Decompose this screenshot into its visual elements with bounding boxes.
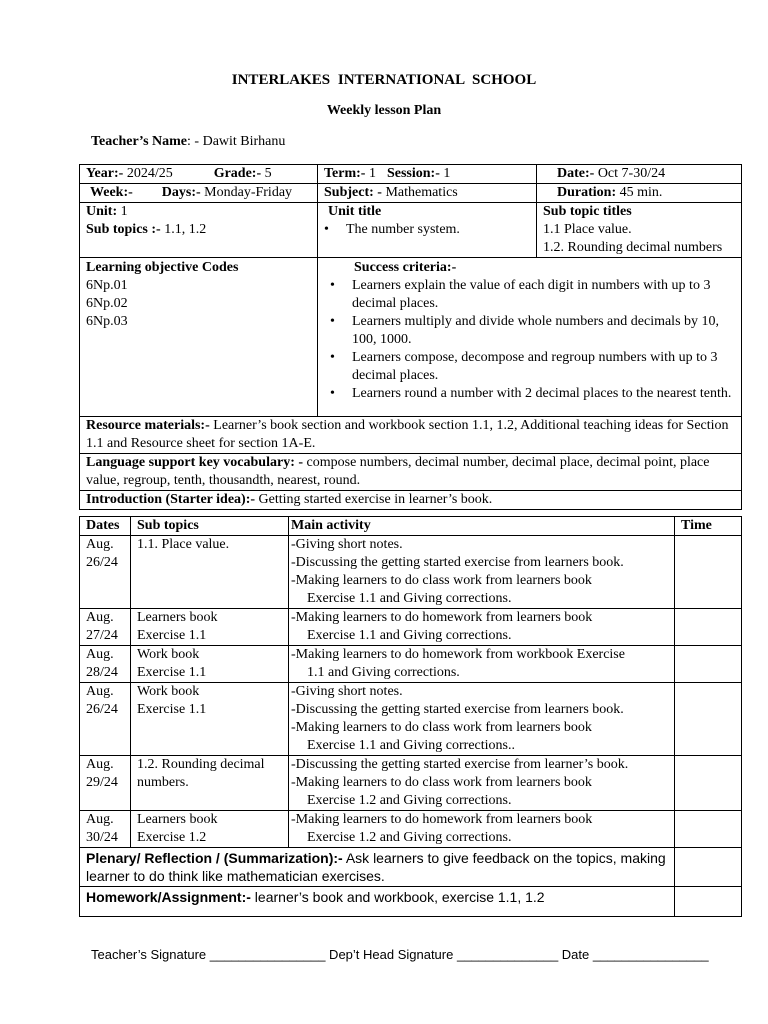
- row-activity-line: -Making learners to do class work from learners book: [291, 720, 592, 735]
- success-criteria-label: Success criteria:-: [354, 260, 457, 275]
- unit-title-cell: [318, 203, 537, 258]
- subtopic-title-2: 1.2. Rounding decimal numbers: [543, 240, 723, 255]
- row-time: [675, 536, 742, 609]
- week-label: Week:-: [90, 185, 133, 200]
- homework-time-cell: [675, 887, 742, 917]
- row-time: [675, 609, 742, 646]
- row-subtopic: [131, 609, 289, 646]
- resources-label: Resource materials:-: [86, 418, 210, 433]
- homework-label: Homework/Assignment:-: [86, 889, 251, 905]
- row-activity: [289, 811, 675, 848]
- objective-codes-label: Learning objective Codes: [86, 260, 239, 275]
- row-subtopic-line: Work book: [137, 647, 200, 662]
- intro-row: [80, 491, 742, 510]
- row-activity-line: Exercise 1.1 and Giving corrections.: [307, 628, 512, 643]
- year-grade-cell: [80, 165, 318, 184]
- row-time: [675, 756, 742, 811]
- row-subtopic-line: Work book: [137, 684, 200, 699]
- row-date-line: 26/24: [86, 702, 118, 717]
- term-session-cell: [318, 165, 537, 184]
- row-subtopic-line: numbers.: [137, 775, 189, 790]
- row-subtopic-line: Exercise 1.2: [137, 830, 207, 845]
- date-value: Oct 7-30/24: [594, 166, 666, 181]
- info-row-3: [80, 203, 742, 258]
- subtopic-titles-cell: [537, 203, 742, 258]
- intro-value: Getting started exercise in learner’s book.: [255, 492, 493, 507]
- row-date-line: 30/24: [86, 830, 118, 845]
- homework-row: [80, 887, 742, 917]
- schedule-header-row: [80, 517, 742, 536]
- subtopics-label: Sub topics :-: [86, 222, 161, 237]
- row-activity-line: Exercise 1.2 and Giving corrections.: [307, 830, 512, 845]
- schedule-body: [80, 536, 742, 848]
- row-date-line: Aug.: [86, 610, 114, 625]
- row-date-line: 26/24: [86, 555, 118, 570]
- duration-value: 45 min.: [616, 185, 663, 200]
- homework-cell: [80, 887, 675, 917]
- row-activity: [289, 646, 675, 683]
- row-activity-line: Exercise 1.1 and Giving corrections..: [307, 738, 515, 753]
- subject-label: Subject: -: [324, 185, 382, 200]
- row-activity-line: -Discussing the getting started exercise from learner’s book.: [291, 757, 629, 772]
- row-activity-line: -Making learners to do homework from learners book: [291, 812, 593, 827]
- grade-label: Grade:-: [213, 166, 262, 181]
- teacher-name: [91, 134, 285, 150]
- table-row: [80, 609, 742, 646]
- date-label: Date:-: [557, 166, 595, 181]
- row-subtopic-line: Learners book: [137, 812, 218, 827]
- term-label: Term:-: [324, 166, 366, 181]
- row-subtopic: [131, 536, 289, 609]
- unit-cell: [80, 203, 318, 258]
- row-activity-line: -Giving short notes.: [291, 537, 403, 552]
- row-activity-line: 1.1 and Giving corrections.: [307, 665, 460, 680]
- plenary-value: Ask learners to give feedback on the topics, making learner to do think like mathematician exercises.: [86, 850, 666, 884]
- plenary-cell: [80, 848, 675, 887]
- session-value: 1: [439, 166, 451, 181]
- row-date-line: 29/24: [86, 775, 118, 790]
- criterion-4: • Learners round a number with 2 decimal places to the nearest tenth.: [352, 385, 735, 403]
- row-date-line: 27/24: [86, 628, 118, 643]
- row-subtopic: [131, 811, 289, 848]
- objectives-row: [80, 258, 742, 417]
- row-time: [675, 646, 742, 683]
- row-subtopic-line: 1.1. Place value.: [137, 537, 230, 552]
- vocab-cell: [80, 454, 742, 491]
- week-days-cell: [80, 184, 318, 203]
- lesson-info-table: [79, 164, 742, 510]
- subtopics-value: 1.1, 1.2: [160, 222, 207, 237]
- row-date: [80, 683, 131, 756]
- row-subtopic-line: Exercise 1.1: [137, 665, 207, 680]
- days-label: Days:-: [161, 185, 201, 200]
- vocab-row: [80, 454, 742, 491]
- info-row-1: [80, 165, 742, 184]
- row-subtopic-line: Learners book: [137, 610, 218, 625]
- row-time: [675, 683, 742, 756]
- row-date: [80, 756, 131, 811]
- row-activity: [289, 609, 675, 646]
- duration-label: Duration:: [557, 185, 617, 200]
- header-activity: Main activity: [289, 517, 675, 536]
- session-label: Session:-: [386, 166, 440, 181]
- row-subtopic-line: Exercise 1.1: [137, 702, 207, 717]
- row-activity-line: Exercise 1.2 and Giving corrections.: [307, 793, 512, 808]
- vocab-value: compose numbers, decimal number, decimal place, decimal point, place value, regroup, tenth, thousandth, nearest, round.: [86, 455, 710, 488]
- objective-code-2: 6Np.02: [86, 296, 128, 311]
- date-cell: [537, 165, 742, 184]
- intro-cell: [80, 491, 742, 510]
- objective-codes-cell: [80, 258, 318, 417]
- resources-cell: [80, 417, 742, 454]
- row-date: [80, 811, 131, 848]
- duration-cell: [537, 184, 742, 203]
- row-activity-line: -Making learners to do class work from learners book: [291, 573, 592, 588]
- teacher-label: Teacher’s Name: [91, 134, 188, 149]
- subject-cell: [318, 184, 537, 203]
- plan-title: Weekly lesson Plan: [326, 103, 442, 118]
- criterion-2: • Learners multiply and divide whole numbers and decimals by 10, 100, 1000.: [352, 313, 735, 349]
- criterion-1: • Learners explain the value of each digit in numbers with up to 3 decimal places.: [352, 277, 735, 313]
- row-time: [675, 811, 742, 848]
- row-date-line: Aug.: [86, 537, 114, 552]
- row-activity-line: -Making learners to do homework from workbook Exercise: [291, 647, 625, 662]
- row-activity-line: -Giving short notes.: [291, 684, 403, 699]
- year-value: 2024/25: [123, 166, 173, 181]
- row-subtopic: [131, 646, 289, 683]
- table-row: [80, 756, 742, 811]
- row-subtopic-line: 1.2. Rounding decimal: [137, 757, 265, 772]
- row-activity-line: Exercise 1.1 and Giving corrections.: [307, 591, 512, 606]
- info-row-2: [80, 184, 742, 203]
- table-row: [80, 536, 742, 609]
- school-name: INTERLAKES INTERNATIONAL SCHOOL: [231, 72, 537, 88]
- row-date-line: Aug.: [86, 647, 114, 662]
- unit-label: Unit:: [86, 204, 118, 219]
- row-date: [80, 536, 131, 609]
- signature-line: Teacher’s Signature ________________ Dep’t Head Signature ______________ Date ________________: [91, 947, 709, 962]
- row-subtopic: [131, 756, 289, 811]
- row-date-line: Aug.: [86, 757, 114, 772]
- vocab-label: Language support key vocabulary: -: [86, 455, 304, 470]
- table-row: [80, 811, 742, 848]
- criterion-3: • Learners compose, decompose and regroup numbers with up to 3 decimal places.: [352, 349, 735, 385]
- plenary-time-cell: [675, 848, 742, 887]
- schedule-table: [79, 516, 742, 917]
- homework-value: learner’s book and workbook, exercise 1.1, 1.2: [250, 889, 545, 905]
- subject-value: Mathematics: [381, 185, 458, 200]
- term-value: 1: [365, 166, 376, 181]
- header-time: Time: [675, 517, 742, 536]
- year-label: Year:-: [86, 166, 124, 181]
- row-activity: [289, 536, 675, 609]
- teacher-value: : - Dawit Birhanu: [187, 134, 286, 149]
- subtopic-titles-label: Sub topic titles: [543, 204, 632, 219]
- row-activity: [289, 756, 675, 811]
- plenary-label: Plenary/ Reflection / (Summarization):-: [86, 850, 343, 866]
- row-activity: [289, 683, 675, 756]
- row-activity-line: -Making learners to do class work from learners book: [291, 775, 592, 790]
- unit-title-label: Unit title: [328, 204, 382, 219]
- unit-value: 1: [117, 204, 128, 219]
- table-row: [80, 646, 742, 683]
- table-row: [80, 683, 742, 756]
- intro-label: Introduction (Starter idea):-: [86, 492, 256, 507]
- row-date-line: Aug.: [86, 684, 114, 699]
- row-subtopic-line: Exercise 1.1: [137, 628, 207, 643]
- row-activity-line: -Discussing the getting started exercise from learners book.: [291, 555, 624, 570]
- grade-value: 5: [261, 166, 272, 181]
- subtopic-title-1: 1.1 Place value.: [543, 222, 632, 237]
- header-dates: Dates: [80, 517, 131, 536]
- success-criteria-cell: [318, 258, 742, 417]
- unit-title-item: • The number system.: [346, 221, 530, 239]
- row-activity-line: -Making learners to do homework from learners book: [291, 610, 593, 625]
- plenary-row: [80, 848, 742, 887]
- row-date: [80, 646, 131, 683]
- days-value: Monday-Friday: [200, 185, 293, 200]
- row-date-line: 28/24: [86, 665, 118, 680]
- row-date-line: Aug.: [86, 812, 114, 827]
- resources-value: Learner’s book section and workbook section 1.1, 1.2, Additional teaching ideas for Section 1.1 and Resource sheet for section 1A-E.: [86, 418, 729, 451]
- resources-row: [80, 417, 742, 454]
- row-subtopic: [131, 683, 289, 756]
- objective-code-3: 6Np.03: [86, 314, 128, 329]
- objective-code-1: 6Np.01: [86, 278, 128, 293]
- row-activity-line: -Discussing the getting started exercise from learners book.: [291, 702, 624, 717]
- header-subtopics: Sub topics: [131, 517, 289, 536]
- row-date: [80, 609, 131, 646]
